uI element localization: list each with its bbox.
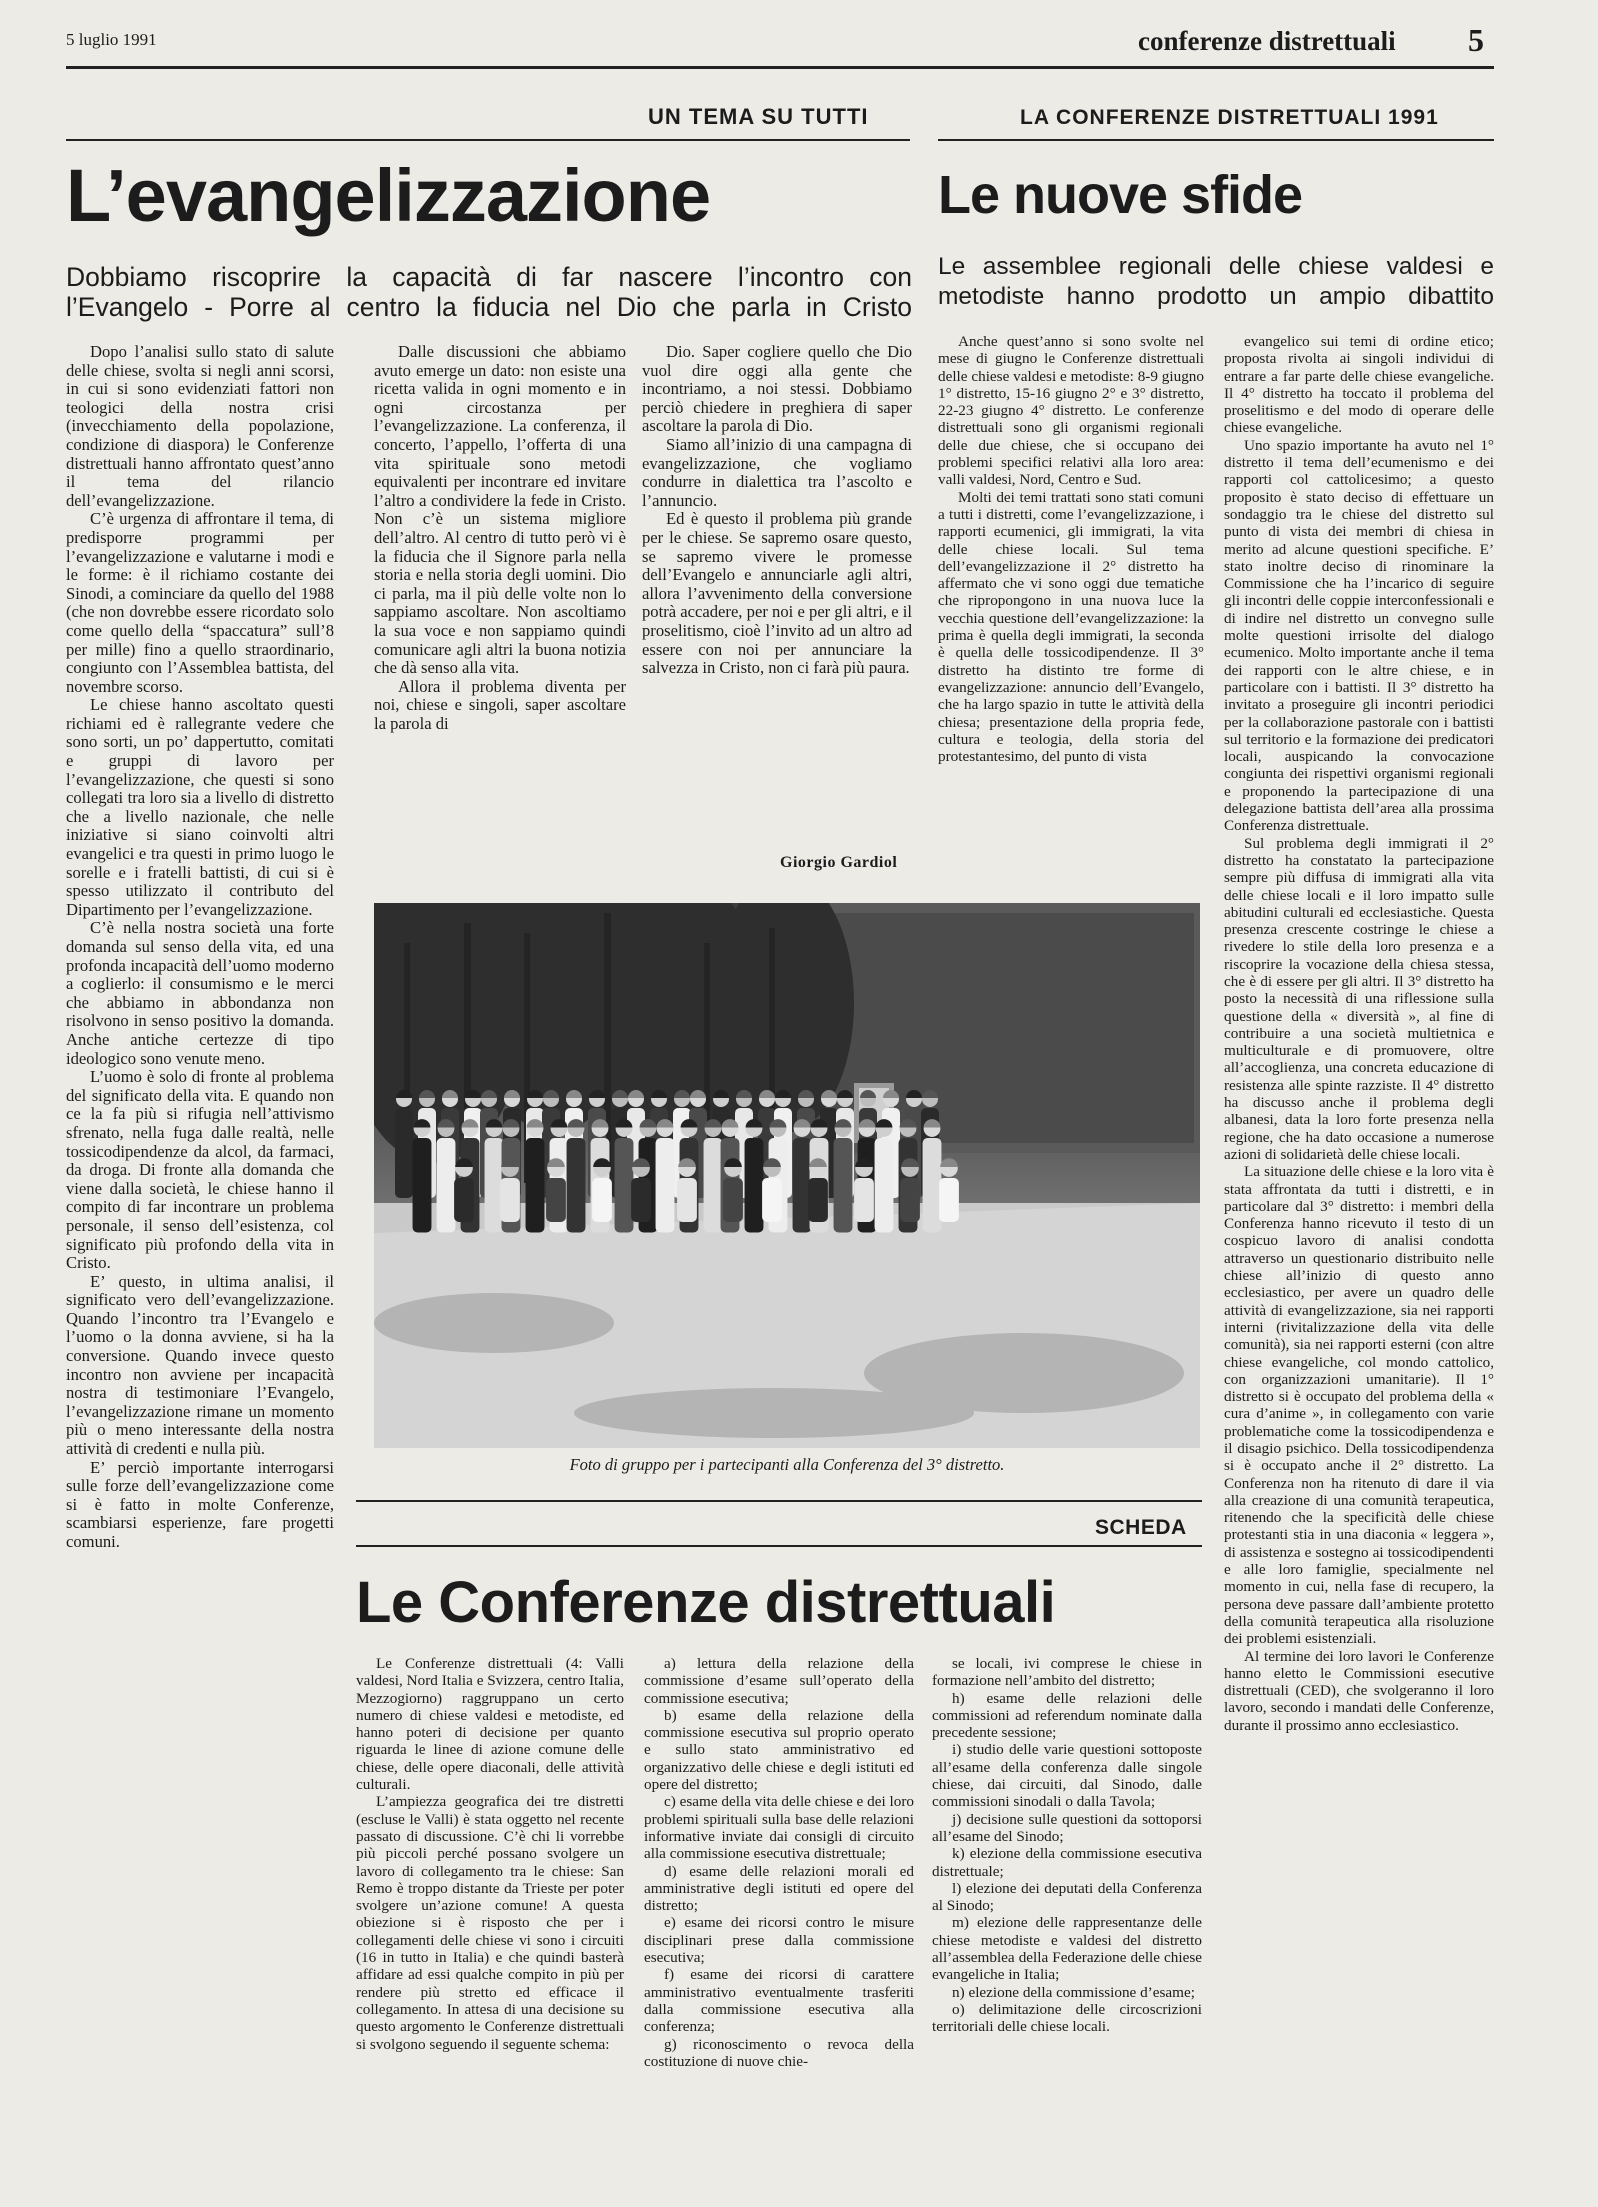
- list-item: k) elezione della commissione esecutiva distrettuale;: [932, 1845, 1202, 1880]
- list-item: l) elezione dei deputati della Conferenza al Sinodo;: [932, 1879, 1202, 1915]
- right-kicker-rule: [938, 139, 1494, 141]
- left-article-column-2: [374, 343, 626, 895]
- paragraph: Ed è questo il problema più grande per le chiese. Se sapremo osare questo, se sapremo vivere le promesse dell’Evangelo e annunciarle agli altri, allora l’avvenimento della conversione potrà accadere, per noi e per gli altri, e il proselitismo, cioè l’invito ad un altro ad essere con noi per annunciare la salvezza in Cristo, non ci farà più paura.: [642, 509, 912, 678]
- scheda-top-rule: [356, 1500, 1202, 1502]
- paragraph: Le Conferenze distrettuali (4: Valli valdesi, Nord Italia e Svizzera, centro Italia, Mezzogiorno) raggruppano un certo numero di chiese valdesi e metodiste, ed hanno poteri di decisione per quanto riguarda le linee di azione comune delle chiese, delle opere diaconali, delle attività culturali.: [356, 1655, 624, 1794]
- right-headline: Le nuove sfide: [938, 165, 1303, 225]
- left-article-column-1: [66, 343, 334, 2163]
- paragraph: C’è urgenza di affrontare il tema, di predisporre programmi per l’evangelizzazione e valutarne i modi e le forme: è il richiamo costante dei Sinodi, a cominciare da quello del 1988 (che non dovrebbe essere ricordato solo come quello della “spaccatura” sull’8 per mille) fino a quello straordinario, congiunto con l’Assemblea battista, del novembre scorso.: [66, 509, 334, 696]
- scheda-headline: Le Conferenze distrettuali: [356, 1570, 1056, 1635]
- scheda-kicker: SCHEDA: [1095, 1516, 1187, 1539]
- paragraph: La situazione delle chiese e la loro vita è stata affrontata da tutti i distretti, e in particolare dal 3° distretto: i membri della Conferenza hanno ricevuto il testo di un cospicuo lavoro di analisi condotta attraverso un questionario distribuito nelle chiese all’inizio di questo anno ecclesiastico, per avere un quadro delle attività di evangelizzazione, sia nei rapporti interni (rivitalizzazione della vita delle comunità), sia nei rapporti esterni (con altre chiese evangeliche, col mondo cattolico, con organizzazioni umanitarie). Il 1° distretto si è occupato del problema della « cura d’anime », in collegamento con varie problematiche come la tossicodipendenza e il disagio psichico. Della tossicodipendenza si è occupato anche il 2° distretto. La Conferenza non ha ritenuto di dare il via alla creazione di una comunità terapeutica, ritenendo che la specificità delle chiese protestanti stia in una diaconia « leggera », di assistenza e sostegno ai tossicodipendenti e alle loro famiglie, specialmente nel momento in cui, nella fase di recupero, la persona deve passare dall’ambiente protetto della comunità terapeutica alla risoluzione dei problemi esistenziali.: [1224, 1163, 1494, 1648]
- left-kicker-rule: [66, 139, 910, 141]
- list-item: se locali, ivi comprese le chiese in formazione nell’ambito del distretto;: [932, 1655, 1202, 1690]
- paragraph: Sul problema degli immigrati il 2° distretto ha constatato la partecipazione sempre più diffusa di immigrati alla vita delle chiese locali e il loro impatto sulle abitudini culturali ed ecclesiastiche. Questa presenza crescente costringe le chiese a rivedere lo stile della loro presenza e a riscoprire la vocazione della chiesa stessa, che è di essere per gli altri. Il 3° distretto ha posto la necessità di una riflessione sulla questione della « diversità », al fine di contribuire a una società multietnica e multiculturale e di promuovere, oltre all’accoglienza, una concreta educazione di resistenza alle spinte razziste. Il 4° distretto ha discusso anche il problema degli albanesi, data la loro forte presenza nella regione, che ha dato occasione a numerose azioni di solidarietà delle chiese locali.: [1224, 834, 1494, 1163]
- paragraph: L’uomo è solo di fronte al problema del significato della vita. E quando non ce la fa più si rifugia nell’attivismo sfrenato, nella fuga dalle realtà, nelle tossicodipendenze da alcol, da farmaci, da droga. Di fronte alla domanda che viene dalla società, le chiese hanno il compito di far incontrare un problema personale, il senso dell’esistenza, col significato più profondo della vita in Cristo.: [66, 1067, 334, 1273]
- right-article-column-1: [938, 333, 1204, 878]
- scheda-column-2: [644, 1655, 914, 2163]
- list-item: d) esame delle relazioni morali ed amministrative degli istituti ed opere del distretto;: [644, 1862, 914, 1915]
- list-item: g) riconoscimento o revoca della costituzione di nuove chie-: [644, 2035, 914, 2070]
- right-kicker: LA CONFERENZE DISTRETTUALI 1991: [1020, 106, 1439, 129]
- section-name: conferenze distrettuali: [1138, 26, 1396, 56]
- list-item: e) esame dei ricorsi contro le misure disciplinari prese dalla commissione esecutiva;: [644, 1914, 914, 1967]
- list-item: b) esame della relazione della commissione esecutiva sul proprio operato e sullo stato amministrativo ed organizzativo delle chiese e degli istituti ed opere del distretto;: [644, 1706, 914, 1794]
- photo-caption: Foto di gruppo per i partecipanti alla Conferenza del 3° distretto.: [569, 1455, 1005, 1474]
- paragraph: Dio. Saper cogliere quello che Dio vuol dire oggi alla gente che incontriamo, a noi stessi. Dobbiamo perciò chiedere in preghiera di saper ascoltare la parola di Dio.: [642, 343, 912, 436]
- right-deck-line1: Le assemblee regionali delle chiese valdesi e: [938, 253, 1494, 280]
- scheda-column-1: [356, 1655, 624, 2163]
- paragraph: L’ampiezza geografica dei tre distretti (escluse le Valli) è stata oggetto nel recente passato di discussione. C’è chi li vorrebbe più piccoli perché possano svolgere un lavoro di collegamento tra le chiese: San Remo è troppo distante da Trieste per poter svolgere un’azione comune! A questa obiezione si è risposto che per i collegamenti delle chiese vi sono i circuiti (16 in tutto in Italia) e che quindi basterà affidare ad essi qualche compito in più per rendere più stretto ed efficace il collegamento. In attesa di una decisione su questo argomento le Conferenze distrettuali si svolgono seguendo il seguente schema:: [356, 1793, 624, 2053]
- paragraph: C’è nella nostra società una forte domanda sul senso della vita, ed una profonda incapacità dell’uomo moderno a coglierlo: il consumismo e le merci che abbiamo in abbondanza non risolvono in senso positivo la domanda. Anche antiche certezze di tipo ideologico sono venute meno.: [66, 918, 334, 1068]
- header-rule: [66, 66, 1494, 69]
- paragraph: Siamo all’inizio di una campagna di evangelizzazione, che vogliamo condurre in dialettica tra l’ascolto e l’annuncio.: [642, 434, 912, 510]
- scheda-column-3: [932, 1655, 1202, 2163]
- paragraph: Dalle discussioni che abbiamo avuto emerge un dato: non esiste una ricetta valida in ogni momento e in ogni circostanza per l’evangelizzazione. La conferenza, il concerto, l’appello, l’offerta di una vita spirituale sono metodi equivalenti per incontrare ed invitare l’altro a condividere la fede in Cristo. Non c’è un sistema migliore dell’altro. Al centro di tutto però vi è la fiducia che il Signore parla nella storia e nella storia degli uomini. Dio ci parla, ma il più delle volte non lo sappiamo ascoltare. Non ascoltiamo la sua voce e non sappiamo quindi comunicare agli altri la buona notizia che dà senso alla vita.: [374, 343, 626, 678]
- scheda-kicker-rule: [356, 1545, 1202, 1547]
- left-article-column-3: [642, 343, 912, 858]
- paragraph: Le chiese hanno ascoltato questi richiami ed è rallegrante vedere che sono sorti, un po’ dappertutto, comitati e gruppi di lavoro per l’evangelizzazione, che questi si sono collegati tra loro sia a livello di distretto che a livello nazionale, che nelle iniziative si siano coinvolti altri evangelici e tra questi in primo luogo le sorelle e i fratelli battisti, di cui si è spesso utilizzato il contributo del Dipartimento per l’evangelizzazione.: [66, 695, 334, 919]
- paragraph: Al termine dei loro lavori le Conferenze hanno eletto le Commissioni esecutive distrettuali (CED), che svolgeranno il loro lavoro, secondo i mandati delle Conferenze, durante il prossimo anno ecclesiastico.: [1224, 1647, 1494, 1734]
- paragraph: Anche quest’anno si sono svolte nel mese di giugno le Conferenze distrettuali delle chiese valdesi e metodiste: 8-9 giugno 1° distretto, 15-16 giugno 2° e 3° distretto, 22-23 giugno 4° distretto. Le conferenze distrettuali sono gli organismi regionali delle due chiese, che si occupano dei problemi specifici relativi alla loro area: valli valdesi, Nord, Centro e Sud.: [938, 333, 1204, 489]
- list-item: h) esame delle relazioni delle commissioni ad referendum nominate dalla precedente sessione;: [932, 1689, 1202, 1742]
- list-item: c) esame della vita delle chiese e dei loro problemi spirituali sulla base delle relazioni informative inviate dai consigli di circuito alla commissione esecutiva distrettuale;: [644, 1793, 914, 1863]
- left-headline: L’evangelizzazione: [66, 154, 711, 237]
- list-item: n) elezione della commissione d’esame;: [952, 1983, 1195, 2001]
- group-photo-illustration: [374, 903, 1200, 1448]
- right-article-column-2: [1224, 333, 1494, 2163]
- page-number: 5: [1468, 22, 1484, 58]
- author-signature: Giorgio Gardiol: [780, 854, 898, 871]
- paragraph: Dopo l’analisi sullo stato di salute delle chiese, svolta si negli anni scorsi, in cui si sono evidenziati fattori non teologici della nostra crisi (invecchiamento della popolazione, condizione di diaspora) le Conferenze distrettuali hanno affrontato quest’anno il tema del rilancio dell’evangelizzazione.: [66, 343, 334, 510]
- left-deck-line1: Dobbiamo riscoprire la capacità di far nascere l’incontro con: [66, 262, 912, 292]
- left-deck-line2: l’Evangelo - Porre al centro la fiducia nel Dio che parla in Cristo: [66, 292, 912, 322]
- paragraph: Molti dei temi trattati sono stati comuni a tutti i distretti, come l’evangelizzazione, i rapporti ecumenici, gli immigrati, la vita delle chiese locali. Sul tema dell’evangelizzazione il 2° distretto ha affermato che vi sono oggi due tematiche che ripropongono in una nuova luce la vecchia questione dell’evangelizzazione: la prima è quella degli immigrati, la seconda è quella delle tossicodipendenze. Il 3° distretto ha distinto tre forme di evangelizzazione: annuncio dell’Evangelo, che ha largo spazio in tutte le attività della chiesa; presentazione della propria fede, cultura e teologia, della storia del protestantesimo, del punto di vista: [938, 488, 1204, 766]
- paragraph: E’ questo, in ultima analisi, il significato vero dell’evangelizzazione. Quando l’incontro tra l’Evangelo e l’uomo o la donna avviene, si ha la conversione. Quando invece questo incontro non avviene per incapacità nostra di testimoniare l’Evangelo, l’evangelizzazione rimane un momento più o meno interessante della nostra attività di credenti e nulla più.: [66, 1271, 334, 1459]
- list-item: j) decisione sulle questioni da sottoporsi all’esame del Sinodo;: [932, 1810, 1202, 1845]
- issue-date: 5 luglio 1991: [66, 30, 157, 49]
- list-item: f) esame dei ricorsi di carattere amministrativo eventualmente trasferiti dalla commissione esecutiva alla conferenza;: [644, 1966, 914, 2036]
- right-deck-line2: metodiste hanno prodotto un ampio dibattito: [938, 283, 1494, 310]
- group-photo: [374, 903, 1200, 1448]
- paragraph: evangelico sui temi di ordine etico; proposta rivolta ai singoli individui di entrare a far parte delle chiese evangeliche. Il 4° distretto ha toccato il problema del proselitismo e del modo di operare delle chiese evangeliche.: [1224, 333, 1494, 437]
- paragraph: Uno spazio importante ha avuto nel 1° distretto il tema dell’ecumenismo e dei rapporti col cattolicesimo; a questo proposito è stato deciso di effettuare un sondaggio tra le chiese del distretto sul punto di vista dei membri di chiesa in merito ad alcune questioni specifiche. E’ stato inoltre deciso di rinominare la Commissione che ha l’incarico di seguire gli incontri delle coppie interconfessionali e di indire nel distretto un convegno sulle molte questioni irrisolte del dialogo ecumenico. Molto importante anche il tema dei rapporti con le altre chiese, e in particolare con i battisti. Il 3° distretto ha invitato a proseguire gli incontri periodici per la collaborazione pastorale con i battisti sul territorio e la formazione dei predicatori locali, auspicando la convocazione congiunta dei rispettivi organismi regionali e proponendo la partecipazione di una delegazione battista dell’area alla prossima Conferenza distrettuale.: [1224, 436, 1494, 835]
- list-item: a) lettura della relazione della commissione d’esame sull’operato della commissione esecutiva;: [644, 1655, 914, 1707]
- paragraph: Allora il problema diventa per noi, chiese e singoli, saper ascoltare la parola di: [374, 676, 626, 733]
- list-item: o) delimitazione delle circoscrizioni territoriali delle chiese locali.: [932, 2000, 1202, 2036]
- left-kicker: UN TEMA SU TUTTI: [648, 104, 869, 129]
- paragraph: E’ perciò importante interrogarsi sulle forze dell’evangelizzazione come si è fatto in molte Conferenze, scambiarsi esperienze, fare progetti comuni.: [66, 1457, 334, 1551]
- list-item: m) elezione delle rappresentanze delle chiese metodiste e valdesi del distretto all’assemblea della Federazione delle chiese evangeliche in Italia;: [932, 1914, 1202, 1984]
- list-item: i) studio delle varie questioni sottoposte all’esame della conferenza dalle singole chiese, dai circuiti, dal Sinodo, dalle commissioni sinodali o dalla Tavola;: [932, 1741, 1202, 1811]
